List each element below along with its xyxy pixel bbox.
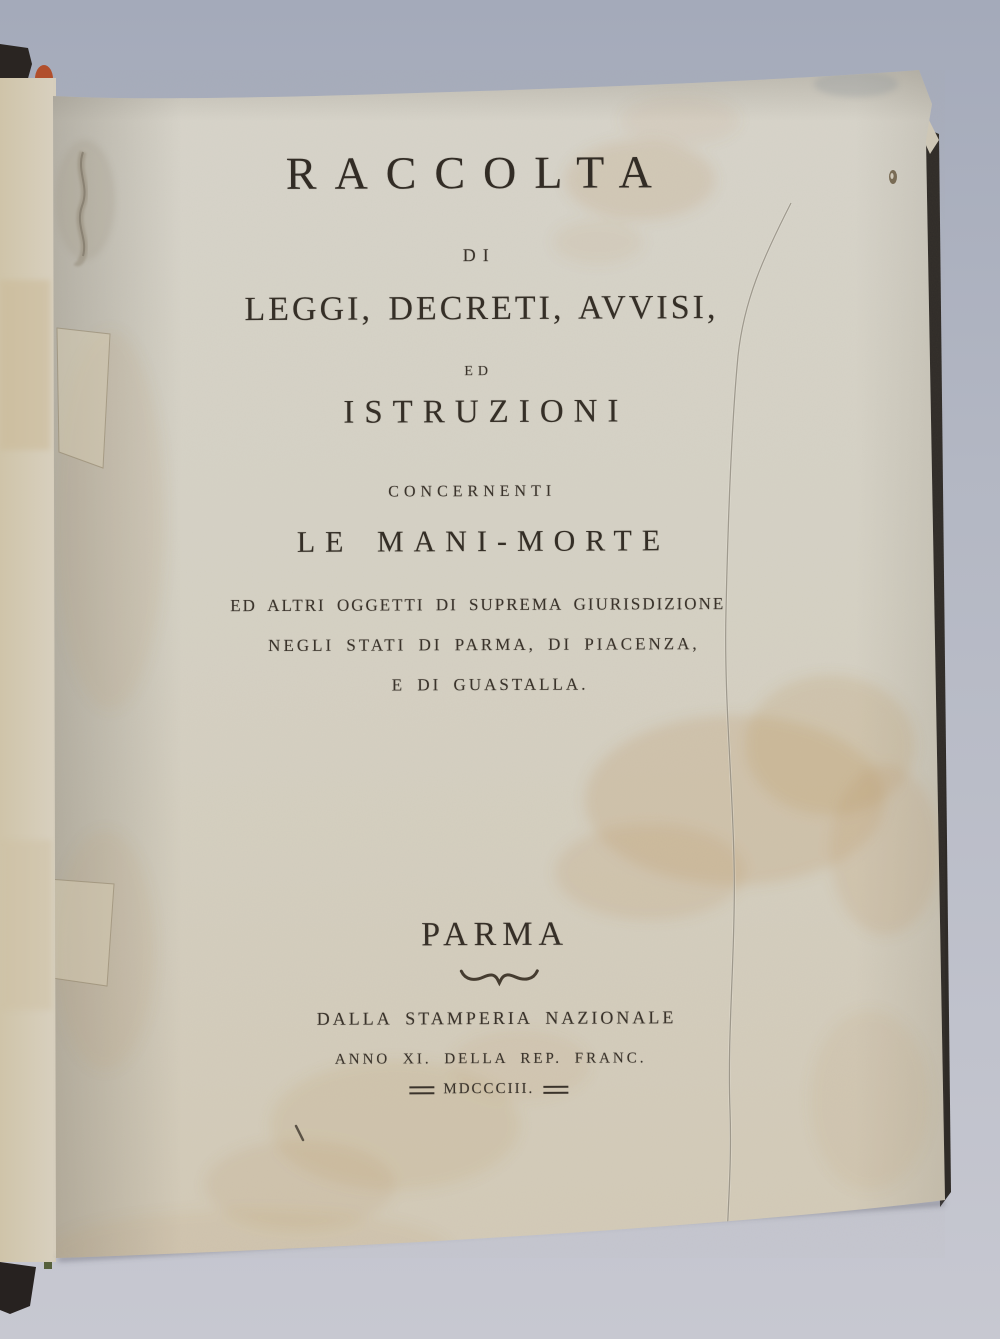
squiggle-ornament-icon [457,963,541,994]
scope-line-3: E DI GUASTALLA. [391,674,589,695]
page-title: RACCOLTA [285,146,670,199]
conjunction-word: ED [464,364,494,380]
subject-line-1: LEGGI, DECRETI, AVVISI, [244,289,719,329]
imprint-year-row [409,1082,568,1098]
imprint-year-roman: MDCCCIII. [443,1080,535,1098]
scope-line-1: ED ALTRI OGGETTI DI SUPREMA GIURISDIZIONE [230,594,726,616]
main-subject-line: LE MANI-MORTE [296,524,671,559]
subject-line-2: ISTRUZIONI [343,393,629,431]
imprint-publisher: DALLA STAMPERIA NAZIONALE [316,1007,677,1029]
imprint-city: PARMA [421,915,570,954]
imprint-year-text: ANNO XI. DELLA REP. FRANC. [334,1050,647,1068]
double-rule-left-icon [409,1086,434,1094]
double-rule-right-icon [543,1085,568,1093]
concerning-word: CONCERNENTI [388,482,557,501]
scope-line-2: NEGLI STATI DI PARMA, DI PIACENZA, [268,634,700,656]
of-word: DI [462,245,496,266]
